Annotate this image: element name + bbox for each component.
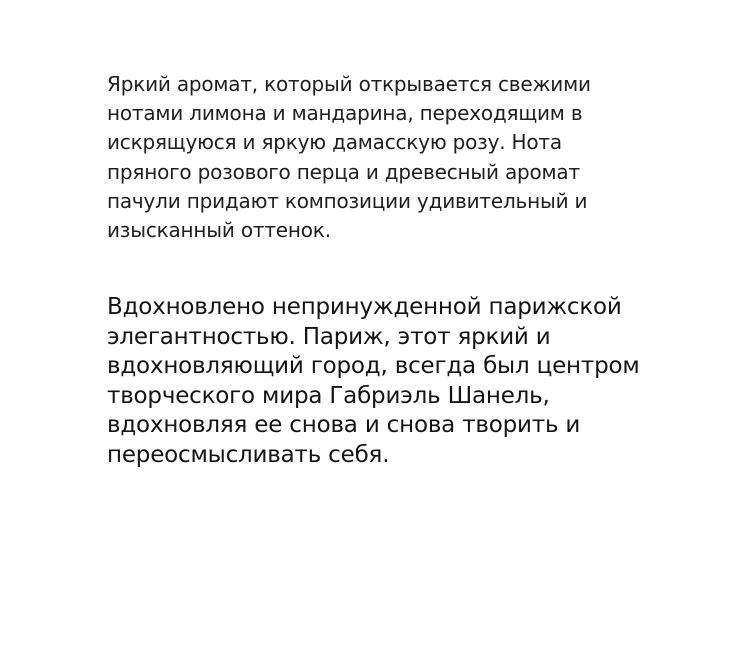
fragrance-notes-paragraph: Яркий аромат, который открывается свежими нотами лимона и мандарина, переходящим в искрящуюся и яркую дамасскую розу. Нота пряного розового перца и древесный аромат пачули придают композиции удивительный и изысканный оттенок. xyxy=(107,72,591,243)
inspiration-paragraph: Вдохновлено непринужденной парижской элегантностью. Париж, этот яркий и вдохновляющий город, всегда был центром творческого мира Габриэль Шанель, вдохновляя ее снова и снова творить и переосмысливать себя. xyxy=(107,294,640,468)
